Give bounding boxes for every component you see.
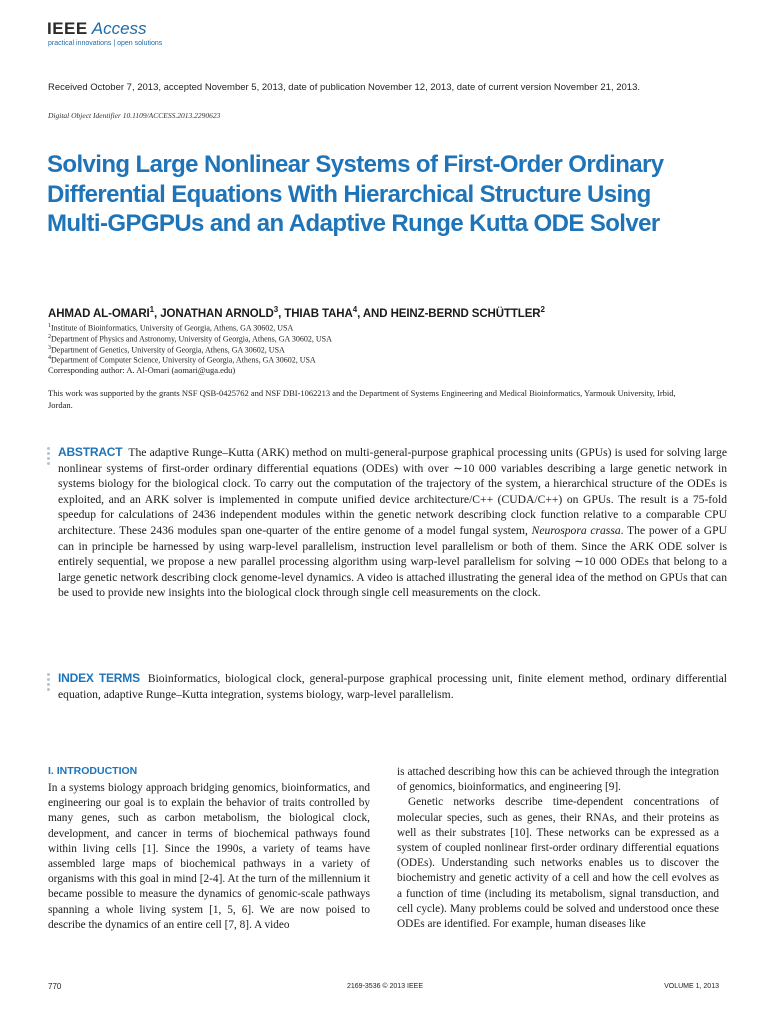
body-paragraph: is attached describing how this can be achieved through the integration of genomics, bioinformatics, and engineering [9]. <box>397 766 719 794</box>
index-terms-label: INDEX TERMS <box>58 671 140 685</box>
affiliation-mark: 3 <box>48 345 51 351</box>
issn-line: 2169-3536 © 2013 IEEE <box>347 983 423 990</box>
author-name: HEINZ-BERND SCHÜTTLER <box>390 307 541 320</box>
paper-title: Solving Large Nonlinear Systems of First-Order Ordinary Differential Equations With Hierarchical Structure Using Multi-GPGPUs and an Adaptive Runge Kutta ODE Solver <box>47 151 664 237</box>
abstract-text: The adaptive Runge–Kutta (ARK) method on multi-general-purpose graphical processing units (GPUs) is used for solving large nonlinear systems of first-order ordinary differential equations (ODEs) with over ∼10 000 variables describing a large genetic network in systems biology for the biological clock. To carry out the computation of the trajectory of the system, a hierarchical structure of the ODEs is exploited, and an ARK solver is implemented in compute unified device architecture/C++ (CUDA/C++) on GPUs. The result is a 75-fold speedup for calculations of 2436 independent modules within the genetic network describing clock function relative to a comparable CPU architecture. These 2436 modules span one-quarter of the entire genome of a model fungal system, <box>58 446 727 537</box>
index-terms <box>58 671 727 702</box>
index-terms-text: Bioinformatics, biological clock, general-purpose graphical processing unit, finite element method, ordinary differential equation, adaptive Runge–Kutta integration, systems biology, warp-level parallelism. <box>58 672 727 701</box>
body-paragraph: Genetic networks describe time-dependent concentrations of molecular species, such as genes, their RNAs, and their proteins as well as their substrates [10]. These networks can be expressed as a system of coupled nonlinear first-order ordinary differential equations (ODEs). Understanding such networks enables us to discover the biochemistry and genetic activity of a cell and how the cell evolves as a function of time (including its metabolism, signal transduction, and cell cycle). Many problems could be solved and understood once these ODEs are identified. For example, human diseases like <box>397 796 719 931</box>
author-separator: , <box>278 307 285 320</box>
affiliation-text: Department of Genetics, University of Georgia, Athens, GA 30602, USA <box>51 345 285 355</box>
doi-line: Digital Object Identifier 10.1109/ACCESS.2013.2290623 <box>48 111 221 120</box>
affiliation-text: Department of Computer Science, University of Georgia, Athens, GA 30602, USA <box>51 355 316 365</box>
volume-line: VOLUME 1, 2013 <box>664 983 719 990</box>
author-list <box>48 305 545 320</box>
abstract-text-cont: . The power of a GPU can in principle be harnessed by using warp-level parallelism, instruction level parallelism or both of them. Since the ARK ODE solver is entirely sequential, we propose a new parallel processing algorithm using warp-level parallelism for solving ∼10 000 ODEs that belong to a large genetic network describing clock genome-level dynamics. A video is attached illustrating the general idea of the method on GPUs that can be used to provide new insights into the biological clock through single cell measurements on the clock. <box>58 523 727 600</box>
author-separator: , AND <box>357 307 391 320</box>
author-name: THIAB TAHA <box>284 307 353 320</box>
author-name: JONATHAN ARNOLD <box>160 307 274 320</box>
section-heading: I. INTRODUCTION <box>48 765 138 777</box>
corresponding-author: Corresponding author: A. Al-Omari (aomari@uga.edu) <box>48 365 236 375</box>
author-affil-mark: 2 <box>540 305 545 314</box>
affiliation-mark: 1 <box>48 323 51 329</box>
body-right-column <box>397 765 719 932</box>
funding-note: This work was supported by the grants NSF QSB-0425762 and NSF DBI-1062213 and the Department of Systems Engineering and Medical Bioinformatics, Yarmouk University, Irbid, Jordan. <box>48 388 676 410</box>
author-affil-mark: 3 <box>273 305 279 314</box>
index-terms-marker-icon <box>47 673 53 691</box>
abstract-species-name: Neurospora crassa <box>531 523 621 537</box>
abstract-marker-icon <box>47 447 53 465</box>
abstract-label: ABSTRACT <box>58 445 123 459</box>
author-affil-mark: 1 <box>149 305 155 314</box>
abstract <box>58 445 727 601</box>
author-affil-mark: 4 <box>352 305 358 314</box>
author-name: AHMAD AL-OMARI <box>48 307 150 320</box>
affiliation <box>48 353 316 366</box>
affiliation-mark: 4 <box>48 355 51 361</box>
affiliation-text: Department of Physics and Astronomy, University of Georgia, Athens, GA 30602, USA <box>51 334 332 344</box>
journal-logo <box>47 20 147 38</box>
author-separator: , <box>154 307 161 320</box>
logo-access: Access <box>91 19 147 38</box>
affiliation-mark: 2 <box>48 334 51 340</box>
logo-tagline: practical innovations | open solutions <box>48 40 163 47</box>
logo-ieee: IEEE <box>47 19 88 38</box>
page-number: 770 <box>48 982 62 991</box>
received-dates: Received October 7, 2013, accepted November 5, 2013, date of publication November 12, 2013, date of current version November 21, 2013. <box>48 82 640 93</box>
affiliation-text: Institute of Bioinformatics, University of Georgia, Athens, GA 30602, USA <box>51 323 294 333</box>
body-left-column: In a systems biology approach bridging genomics, bioinformatics, and engineering our goal is to explain the behavior of traits controlled by many genes, such as carbon metabolism, the biological clock, development, and cancer in terms of biochemical pathways found within living cells [1]. Since the 1990s, a variety of teams have assembled large maps of biochemical pathways in a variety of organisms with this goal in mind [2-4]. At the turn of the millennium it became possible to measure the dynamics of genomic-scale pathways spanning a whole living system [1, 5, 6]. We are now poised to describe the dynamics of an entire cell [7, 8]. A video <box>48 782 370 931</box>
